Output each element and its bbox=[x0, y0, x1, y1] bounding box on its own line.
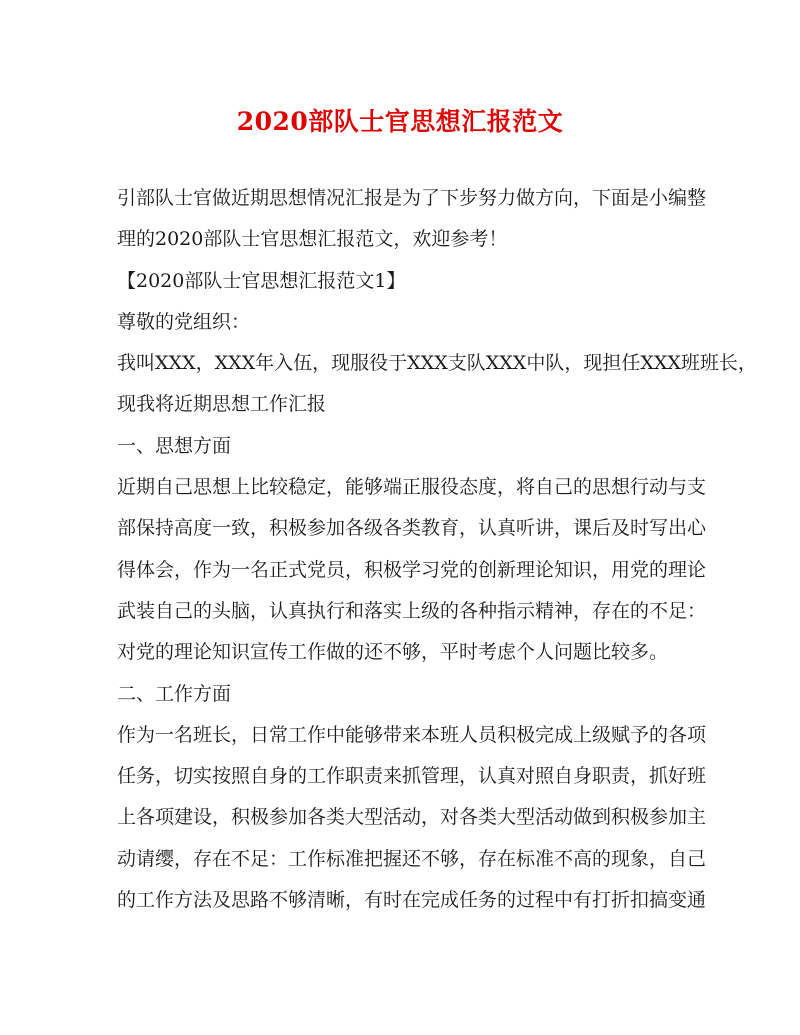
body-line: 动请缨，存在不足：工作标准把握还不够，存在标准不高的现象，自己 bbox=[117, 847, 707, 870]
body-line: 作为一名班长，日常工作中能够带来本班人员积极完成上级赋予的各项 bbox=[117, 723, 707, 746]
body-line: 上各项建设，积极参加各类大型活动，对各类大型活动做到积极参加主 bbox=[117, 806, 707, 829]
body-line: 近期自己思想上比较稳定，能够端正服役态度，将自己的思想行动与支 bbox=[117, 476, 707, 499]
body-line: 武装自己的头脑，认真执行和落实上级的各种指示精神，存在的不足： bbox=[117, 599, 707, 622]
section-heading: 二、工作方面 bbox=[117, 682, 232, 705]
body-line: 部保持高度一致，积极参加各级各类教育，认真听讲，课后及时写出心 bbox=[117, 517, 707, 540]
body-line: 的工作方法及思路不够清晰，有时在完成任务的过程中有打折扣搞变通 bbox=[117, 889, 707, 912]
document-body bbox=[117, 184, 757, 927]
body-line: 理的2020部队士官思想汇报范文，欢迎参考！ bbox=[117, 228, 508, 251]
body-line: 对党的理论知识宣传工作做的还不够，平时考虑个人问题比较多。 bbox=[117, 641, 669, 664]
body-line: 现我将近期思想工作汇报 bbox=[117, 393, 327, 416]
section-heading: 一、思想方面 bbox=[117, 434, 232, 457]
document-title: 2020部队士官思想汇报范文 bbox=[236, 107, 564, 136]
salutation: 尊敬的党组织： bbox=[117, 310, 251, 333]
body-line: 引部队士官做近期思想情况汇报是为了下步努力做方向，下面是小编整 bbox=[117, 187, 707, 209]
section-heading: 【2020部队士官思想汇报范文1】 bbox=[117, 269, 406, 292]
body-line: 任务，切实按照自身的工作职责来抓管理，认真对照自身职责，抓好班 bbox=[117, 765, 707, 788]
body-line: 我叫XXX，XXX年入伍，现服役于XXX支队XXX中队，现担任XXX班班长， bbox=[117, 352, 757, 375]
body-line: 得体会，作为一名正式党员，积极学习党的创新理论知识，用党的理论 bbox=[117, 558, 707, 581]
